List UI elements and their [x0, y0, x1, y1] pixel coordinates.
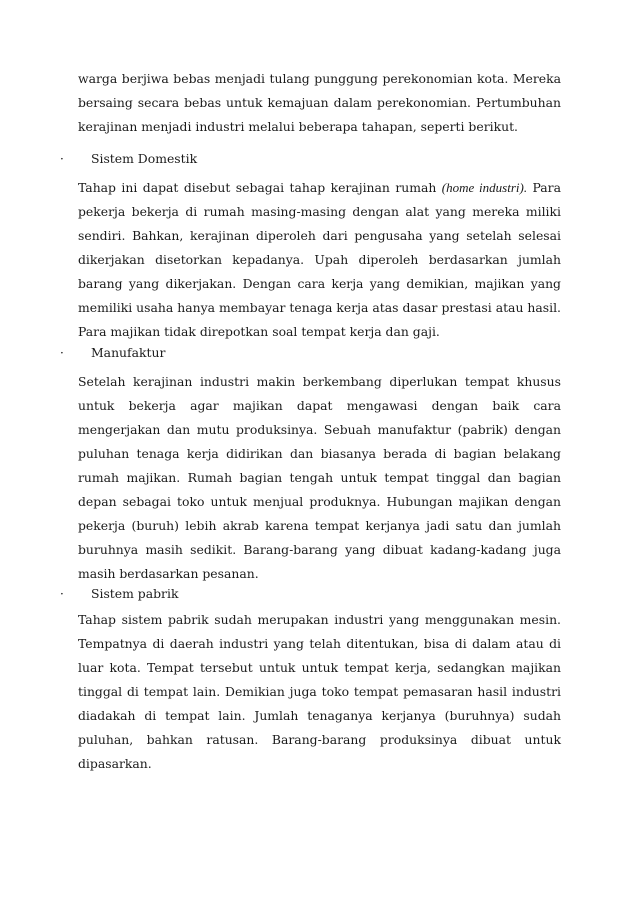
bullet-dot-icon: ·: [60, 346, 64, 360]
bullet-label: Sistem Domestik: [91, 151, 198, 166]
bullet-sistem-pabrik: [0, 582, 638, 606]
intro-paragraph: warga berjiwa bebas menjadi tulang punggung perekonomian kota. Mereka bersaing secara bebas untuk kemajuan dalam perekonomian. Pertumbuhan kerajinan menjadi industri melalui beberapa tahapan, seperti berikut.: [78, 71, 561, 134]
domestik-text-a: Tahap ini dapat disebut sebagai tahap kerajinan rumah: [78, 180, 442, 195]
bullet-manufaktur: [0, 341, 638, 365]
domestik-text-b: Para pekerja bekerja di rumah masing-masing dengan alat yang mereka miliki sendiri. Bahkan, kerajinan diperoleh dari pengusaha yang setelah selesai dikerjakan disetorkan kepadanya. Upah diperoleh berdasarkan jumlah barang yang dikerjakan. Dengan cara kerja yang demikian, majikan yang memiliki usaha hanya membayar tenaga kerja atas dasar prestasi atau hasil. Para majikan tidak direpotkan soal tempat kerja dan gaji.: [78, 180, 561, 339]
bullet-label: Sistem pabrik: [91, 586, 179, 601]
manufaktur-paragraph: Setelah kerajinan industri makin berkembang diperlukan tempat khusus untuk bekerja agar majikan dapat mengawasi dengan baik cara mengerjakan dan mutu produksinya. Sebuah manufaktur (pabrik) dengan puluhan tenaga kerja didirikan dan biasanya berada di bagian belakang rumah majikan. Rumah bagian tengah untuk tempat tinggal dan bagian depan sebagai toko untuk menjual produknya. Hubungan majikan dengan pekerja (buruh) lebih akrab karena tempat kerjanya jadi satu dan jumlah buruhnya masih sedikit. Barang-barang yang dibuat kadang-kadang juga masih berdasarkan pesanan.: [78, 374, 561, 581]
bullet-sistem-domestik: [0, 147, 638, 171]
pabrik-paragraph: Tahap sistem pabrik sudah merupakan industri yang menggunakan mesin. Tempatnya di daerah industri yang telah ditentukan, bisa di dalam atau di luar kota. Tempat tersebut untuk untuk tempat kerja, sedangkan majikan tinggal di tempat lain. Demikian juga toko tempat pemasaran hasil industri diadakah di tempat lain. Jumlah tenaganya kerjanya (buruhnya) sudah puluhan, bahkan ratusan. Barang-barang produksinya dibuat untuk dipasarkan.: [78, 612, 561, 771]
bullet-dot-icon: ·: [60, 152, 64, 166]
domestik-paragraph: [78, 176, 561, 344]
bullet-dot-icon: ·: [60, 587, 64, 601]
domestik-text-italic: (home industri).: [441, 180, 528, 195]
bullet-label: Manufaktur: [91, 345, 166, 360]
